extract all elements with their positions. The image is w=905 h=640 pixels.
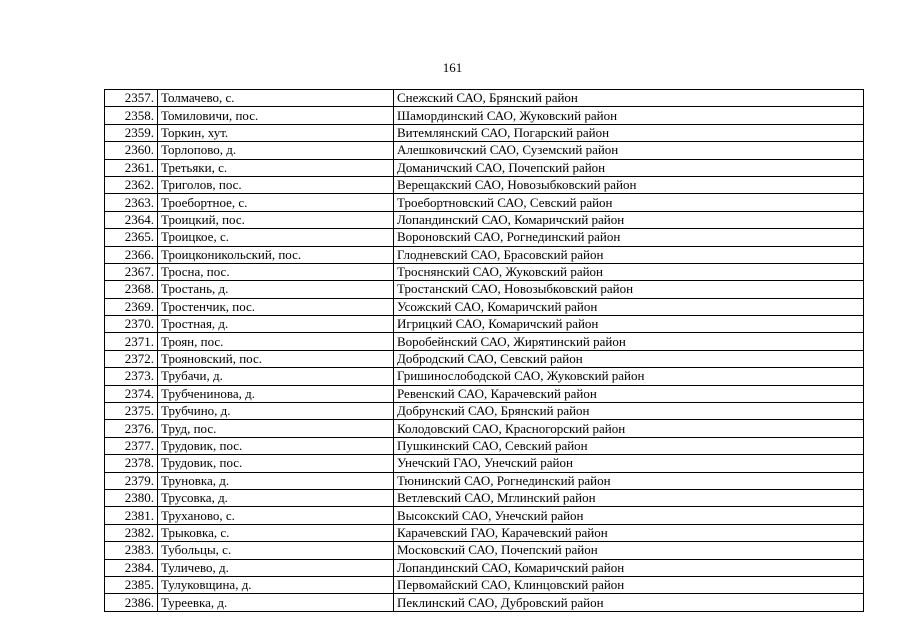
table-row — [105, 524, 864, 541]
administrative-unit: Пушкинский САО, Севский район — [394, 437, 864, 454]
table-row — [105, 90, 864, 107]
administrative-unit: Тростанский САО, Новозыбковский район — [394, 281, 864, 298]
row-number: 2368. — [105, 281, 158, 298]
table-row — [105, 403, 864, 420]
row-number: 2366. — [105, 246, 158, 263]
settlement-name: Туреевка, д. — [158, 594, 394, 611]
row-number: 2358. — [105, 107, 158, 124]
administrative-unit: Витемлянский САО, Погарский район — [394, 124, 864, 141]
settlement-name: Троицкое, с. — [158, 229, 394, 246]
table-row — [105, 489, 864, 506]
administrative-unit: Лопандинский САО, Комаричский район — [394, 211, 864, 228]
administrative-unit: Троебортновский САО, Севский район — [394, 194, 864, 211]
administrative-unit: Лопандинский САО, Комаричский район — [394, 559, 864, 576]
table-row — [105, 455, 864, 472]
row-number: 2373. — [105, 368, 158, 385]
settlement-name: Торкин, хут. — [158, 124, 394, 141]
administrative-unit: Троснянский САО, Жуковский район — [394, 263, 864, 280]
table-row — [105, 246, 864, 263]
row-number: 2381. — [105, 507, 158, 524]
settlement-name: Торлопово, д. — [158, 142, 394, 159]
settlement-name: Тубольцы, с. — [158, 542, 394, 559]
table-row — [105, 594, 864, 611]
table-row — [105, 211, 864, 228]
administrative-unit: Алешковичский САО, Суземский район — [394, 142, 864, 159]
settlement-name: Труд, пос. — [158, 420, 394, 437]
settlement-name: Тросна, пос. — [158, 263, 394, 280]
row-number: 2372. — [105, 350, 158, 367]
administrative-unit: Ревенский САО, Карачевский район — [394, 385, 864, 402]
settlement-name: Туличево, д. — [158, 559, 394, 576]
settlement-name: Троицконикольский, пос. — [158, 246, 394, 263]
administrative-unit: Пеклинский САО, Дубровский район — [394, 594, 864, 611]
table-row — [105, 107, 864, 124]
page-number: 161 — [442, 60, 463, 75]
row-number: 2375. — [105, 403, 158, 420]
settlement-name: Труновка, д. — [158, 472, 394, 489]
row-number: 2363. — [105, 194, 158, 211]
table-row — [105, 194, 864, 211]
administrative-unit: Вороновский САО, Рогнединский район — [394, 229, 864, 246]
settlement-name: Троебортное, с. — [158, 194, 394, 211]
settlement-name: Труханово, с. — [158, 507, 394, 524]
administrative-unit: Колодовский САО, Красногорский район — [394, 420, 864, 437]
table-row — [105, 559, 864, 576]
settlement-name: Тростань, д. — [158, 281, 394, 298]
settlement-name: Трусовка, д. — [158, 489, 394, 506]
row-number: 2369. — [105, 298, 158, 315]
settlements-table — [104, 89, 864, 612]
settlement-name: Троян, пос. — [158, 333, 394, 350]
administrative-unit: Воробейнский САО, Жирятинский район — [394, 333, 864, 350]
administrative-unit: Унечский ГАО, Унечский район — [394, 455, 864, 472]
row-number: 2357. — [105, 90, 158, 107]
administrative-unit: Игрицкий САО, Комаричский район — [394, 316, 864, 333]
row-number: 2364. — [105, 211, 158, 228]
settlement-name: Трудовик, пос. — [158, 455, 394, 472]
settlement-name: Трояновский, пос. — [158, 350, 394, 367]
administrative-unit: Верещакский САО, Новозыбковский район — [394, 176, 864, 193]
row-number: 2377. — [105, 437, 158, 454]
settlement-name: Трубачи, д. — [158, 368, 394, 385]
row-number: 2365. — [105, 229, 158, 246]
row-number: 2376. — [105, 420, 158, 437]
table-row — [105, 420, 864, 437]
administrative-unit: Доманичский САО, Почепский район — [394, 159, 864, 176]
settlement-name: Тулуковщина, д. — [158, 576, 394, 593]
table-row — [105, 368, 864, 385]
table-row — [105, 142, 864, 159]
table-row — [105, 124, 864, 141]
settlement-name: Трубченинова, д. — [158, 385, 394, 402]
row-number: 2379. — [105, 472, 158, 489]
table-row — [105, 298, 864, 315]
administrative-unit: Добродский САО, Севский район — [394, 350, 864, 367]
settlement-name: Трудовик, пос. — [158, 437, 394, 454]
table-row — [105, 281, 864, 298]
table-row — [105, 316, 864, 333]
table-row — [105, 437, 864, 454]
table-row — [105, 350, 864, 367]
settlement-name: Трыковка, с. — [158, 524, 394, 541]
table-row — [105, 263, 864, 280]
administrative-unit: Шамординский САО, Жуковский район — [394, 107, 864, 124]
administrative-unit: Снежский САО, Брянский район — [394, 90, 864, 107]
row-number: 2382. — [105, 524, 158, 541]
administrative-unit: Высокский САО, Унечский район — [394, 507, 864, 524]
table-row — [105, 333, 864, 350]
settlement-name: Триголов, пос. — [158, 176, 394, 193]
settlement-name: Томиловичи, пос. — [158, 107, 394, 124]
administrative-unit: Глодневский САО, Брасовский район — [394, 246, 864, 263]
administrative-unit: Усожский САО, Комаричский район — [394, 298, 864, 315]
row-number: 2362. — [105, 176, 158, 193]
table-row — [105, 385, 864, 402]
table-body — [105, 90, 864, 612]
administrative-unit: Добрунский САО, Брянский район — [394, 403, 864, 420]
row-number: 2384. — [105, 559, 158, 576]
row-number: 2360. — [105, 142, 158, 159]
row-number: 2367. — [105, 263, 158, 280]
settlement-name: Толмачево, с. — [158, 90, 394, 107]
table-row — [105, 472, 864, 489]
row-number: 2386. — [105, 594, 158, 611]
administrative-unit: Карачевский ГАО, Карачевский район — [394, 524, 864, 541]
table-row — [105, 576, 864, 593]
row-number: 2371. — [105, 333, 158, 350]
settlement-name: Тростная, д. — [158, 316, 394, 333]
row-number: 2374. — [105, 385, 158, 402]
row-number: 2370. — [105, 316, 158, 333]
row-number: 2385. — [105, 576, 158, 593]
table-row — [105, 542, 864, 559]
table-row — [105, 507, 864, 524]
settlement-name: Троицкий, пос. — [158, 211, 394, 228]
table-row — [105, 159, 864, 176]
settlement-name: Тростенчик, пос. — [158, 298, 394, 315]
row-number: 2361. — [105, 159, 158, 176]
administrative-unit: Московский САО, Почепский район — [394, 542, 864, 559]
row-number: 2383. — [105, 542, 158, 559]
row-number: 2378. — [105, 455, 158, 472]
administrative-unit: Тюнинский САО, Рогнединский район — [394, 472, 864, 489]
administrative-unit: Ветлевский САО, Мглинский район — [394, 489, 864, 506]
table-row — [105, 229, 864, 246]
settlement-name: Третьяки, с. — [158, 159, 394, 176]
row-number: 2380. — [105, 489, 158, 506]
settlement-name: Трубчино, д. — [158, 403, 394, 420]
administrative-unit: Гришинослободской САО, Жуковский район — [394, 368, 864, 385]
administrative-unit: Первомайский САО, Клинцовский район — [394, 576, 864, 593]
row-number: 2359. — [105, 124, 158, 141]
table-row — [105, 176, 864, 193]
